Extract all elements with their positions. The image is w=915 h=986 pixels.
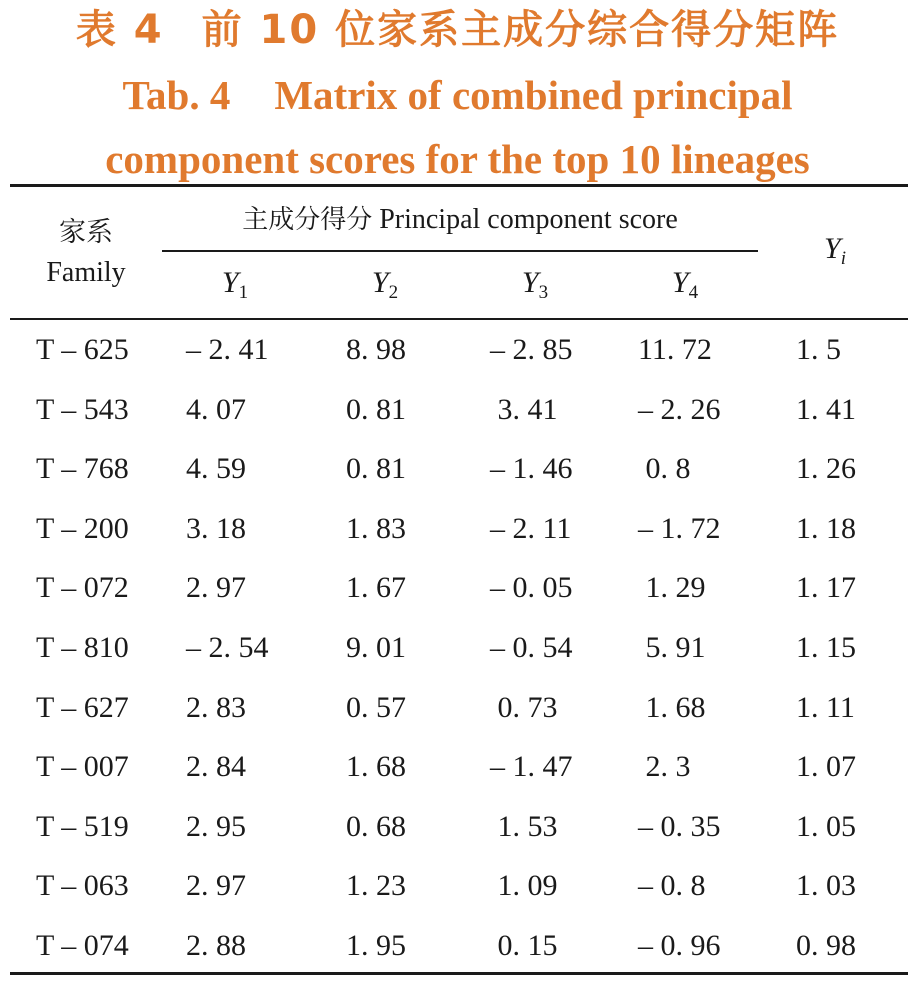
- cell-yi: 1. 17: [796, 571, 856, 605]
- cell-yi: 1. 15: [796, 630, 856, 664]
- cell-y1: 2. 97: [186, 869, 246, 903]
- header-y3: [460, 266, 610, 310]
- cell-y3: 1. 09: [490, 869, 558, 903]
- cell-y2: 0. 57: [346, 690, 406, 724]
- cell-y2: 1. 83: [346, 511, 406, 545]
- header-family-en: Family: [46, 257, 126, 288]
- table-row: [0, 439, 915, 499]
- cell-family: T – 519: [36, 809, 129, 843]
- cell-yi: 1. 26: [796, 452, 856, 486]
- cell-y1: 2. 97: [186, 571, 246, 605]
- cell-y1: 2. 84: [186, 750, 246, 784]
- header-y4-subscript: 4: [688, 282, 699, 303]
- cell-family: T – 625: [36, 333, 129, 366]
- cell-yi: 1. 18: [796, 511, 856, 545]
- cell-y4: 5. 91: [638, 630, 706, 664]
- cell-y2: 1. 95: [346, 928, 406, 962]
- header-y3-symbol: Y: [521, 266, 539, 299]
- cell-family: T – 200: [36, 511, 129, 545]
- cell-y2: 1. 23: [346, 869, 406, 903]
- cell-y1: 4. 07: [186, 392, 246, 426]
- cell-y4: 1. 68: [638, 690, 706, 724]
- header-yi: [760, 232, 910, 276]
- cell-y4: – 1. 72: [638, 511, 721, 545]
- table-row: [0, 737, 915, 797]
- cell-y3: 3. 41: [490, 392, 558, 426]
- cell-y4: – 0. 8: [638, 869, 706, 903]
- cell-y4: – 2. 26: [638, 392, 721, 426]
- header-y1-symbol: Y: [221, 266, 239, 299]
- table-row: [0, 856, 915, 916]
- header-yi-symbol: Y: [824, 232, 841, 265]
- cell-y4: 1. 29: [638, 571, 706, 605]
- cell-yi: 0. 98: [796, 928, 856, 962]
- cell-y3: – 1. 46: [490, 452, 573, 486]
- cell-yi: 1. 11: [796, 690, 855, 724]
- cell-yi: 1. 07: [796, 750, 856, 784]
- cell-yi: 1. 5: [796, 333, 841, 366]
- caption-en-label: Tab. 4: [122, 72, 231, 118]
- table-row: [0, 678, 915, 738]
- table-row: [0, 797, 915, 857]
- header-group-cn: 主成分得分: [242, 205, 373, 235]
- header-group-en: Principal component score: [379, 204, 678, 235]
- header-y3-subscript: 3: [538, 282, 549, 303]
- caption-cn-text: 前 10 位家系主成分综合得分矩阵: [201, 7, 840, 53]
- header-y2-subscript: 2: [388, 282, 399, 303]
- cell-y2: 0. 68: [346, 809, 406, 843]
- cell-y3: 0. 73: [490, 690, 558, 724]
- cell-y1: 2. 83: [186, 690, 246, 724]
- cell-y4: 2. 3: [638, 750, 691, 784]
- cell-y2: 9. 01: [346, 630, 406, 664]
- cell-yi: 1. 05: [796, 809, 856, 843]
- cell-family: T – 810: [36, 630, 129, 664]
- table-body: [0, 320, 915, 976]
- cell-yi: 1. 03: [796, 869, 856, 903]
- cell-y3: 0. 15: [490, 928, 558, 962]
- cell-y1: – 2. 54: [186, 630, 269, 664]
- cell-y3: – 2. 85: [490, 333, 573, 366]
- cell-family: T – 063: [36, 869, 129, 903]
- header-family-cn: 家系: [59, 217, 113, 248]
- cell-family: T – 768: [36, 452, 129, 486]
- cell-y2: 8. 98: [346, 333, 406, 366]
- cell-y2: 1. 68: [346, 750, 406, 784]
- header-y4: [610, 266, 760, 310]
- cell-family: T – 627: [36, 690, 129, 724]
- cell-yi: 1. 41: [796, 392, 856, 426]
- cell-y1: – 2. 41: [186, 333, 269, 366]
- header-principal-component-group: [162, 203, 758, 237]
- table-row: [0, 558, 915, 618]
- header-y2: [310, 266, 460, 310]
- caption-cn-label: 表 4: [75, 7, 164, 53]
- table-bottom-rule: [10, 972, 908, 975]
- header-y1-subscript: 1: [238, 282, 249, 303]
- cell-y1: 2. 88: [186, 928, 246, 962]
- cell-y4: 11. 72: [638, 333, 712, 366]
- table-row: [0, 916, 915, 976]
- header-y1: [160, 266, 310, 310]
- cell-family: T – 074: [36, 928, 129, 962]
- cell-y4: 0. 8: [638, 452, 691, 486]
- cell-y4: – 0. 96: [638, 928, 721, 962]
- header-yi-subscript: i: [840, 248, 846, 269]
- caption-en-text-1: Matrix of combined principal: [274, 72, 793, 118]
- cell-y2: 1. 67: [346, 571, 406, 605]
- cell-y3: 1. 53: [490, 809, 558, 843]
- header-y4-symbol: Y: [671, 266, 689, 299]
- header-span-rule: [162, 250, 758, 252]
- cell-y3: – 1. 47: [490, 750, 573, 784]
- caption-english-line1: [0, 70, 915, 120]
- cell-y3: – 0. 05: [490, 571, 573, 605]
- cell-y3: – 0. 54: [490, 630, 573, 664]
- cell-y2: 0. 81: [346, 392, 406, 426]
- table-top-rule: [10, 184, 908, 187]
- cell-y2: 0. 81: [346, 452, 406, 486]
- cell-y1: 2. 95: [186, 809, 246, 843]
- cell-family: T – 543: [36, 392, 129, 426]
- cell-y4: – 0. 35: [638, 809, 721, 843]
- cell-family: T – 007: [36, 750, 129, 784]
- caption-chinese: [0, 6, 915, 54]
- cell-y1: 4. 59: [186, 452, 246, 486]
- cell-y1: 3. 18: [186, 511, 246, 545]
- table-row: [0, 320, 915, 380]
- header-y2-symbol: Y: [371, 266, 389, 299]
- cell-family: T – 072: [36, 571, 129, 605]
- cell-y3: – 2. 11: [490, 511, 572, 545]
- table-row: [0, 380, 915, 440]
- caption-english-line2: component scores for the top 10 lineages: [105, 136, 810, 182]
- table-row: [0, 499, 915, 559]
- table-row: [0, 618, 915, 678]
